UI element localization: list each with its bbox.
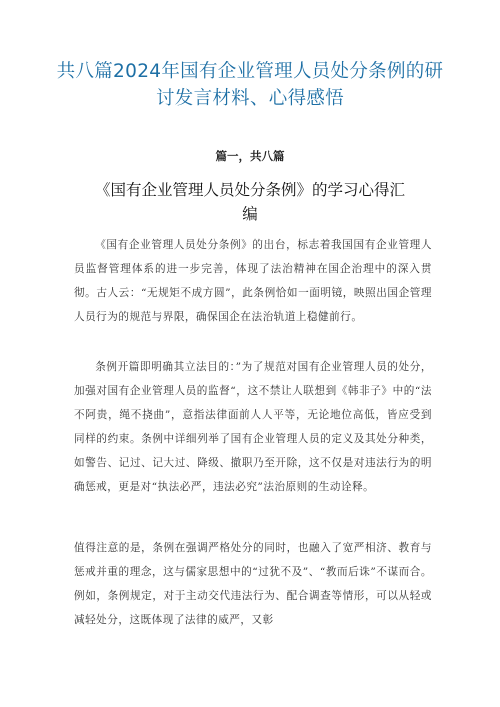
paragraph-1: 《国有企业管理人员处分条例》的出台，标志着我国国有企业管理人员监督管理体系的进一步完善，体现了法治精神在国企治理中的深入贯彻。古人云：“无规矩不成方圆”，此条例恰如一面明镜，映照出国企管理人员行为的规范与界限，确保国企在法治轨道上稳健前行。 [74,239,432,323]
section-label: 篇一，共八篇 [215,149,285,163]
document-title: 共八篇2024年国有企业管理人员处分条例的研讨发言材料、心得感悟 [56,61,444,109]
article-title: 《国有企业管理人员处分条例》的学习心得汇编 [94,181,405,223]
paragraph-2: 条例开篇即明确其立法目的：”为了规范对国有企业管理人员的处分，加强对国有企业管理人员的监督“，这不禁让人联想到《韩非子》中的“法不阿贵，绳不挠曲”，意指法律面前人人平等，无论地位高低，皆应受到同样的约束。条例中详细列举了国有企业管理人员的定义及其处分种类，如警告、记过、记大过、降级、撤职乃至开除，这不仅是对违法行为的明确惩戒，更是对“执法必严，违法必究”法治原则的生动诠释。 [74,361,432,493]
paragraph-3: 值得注意的是，条例在强调严格处分的同时，也融入了宽严相济、教育与惩戒并重的理念，这与儒家思想中的“过犹不及”、“教而后诛”不谋而合。例如，条例规定，对于主动交代违法行为、配合调查等情形，可以从轻或减轻处分，这既体现了法律的威严，又彰 [74,542,432,626]
